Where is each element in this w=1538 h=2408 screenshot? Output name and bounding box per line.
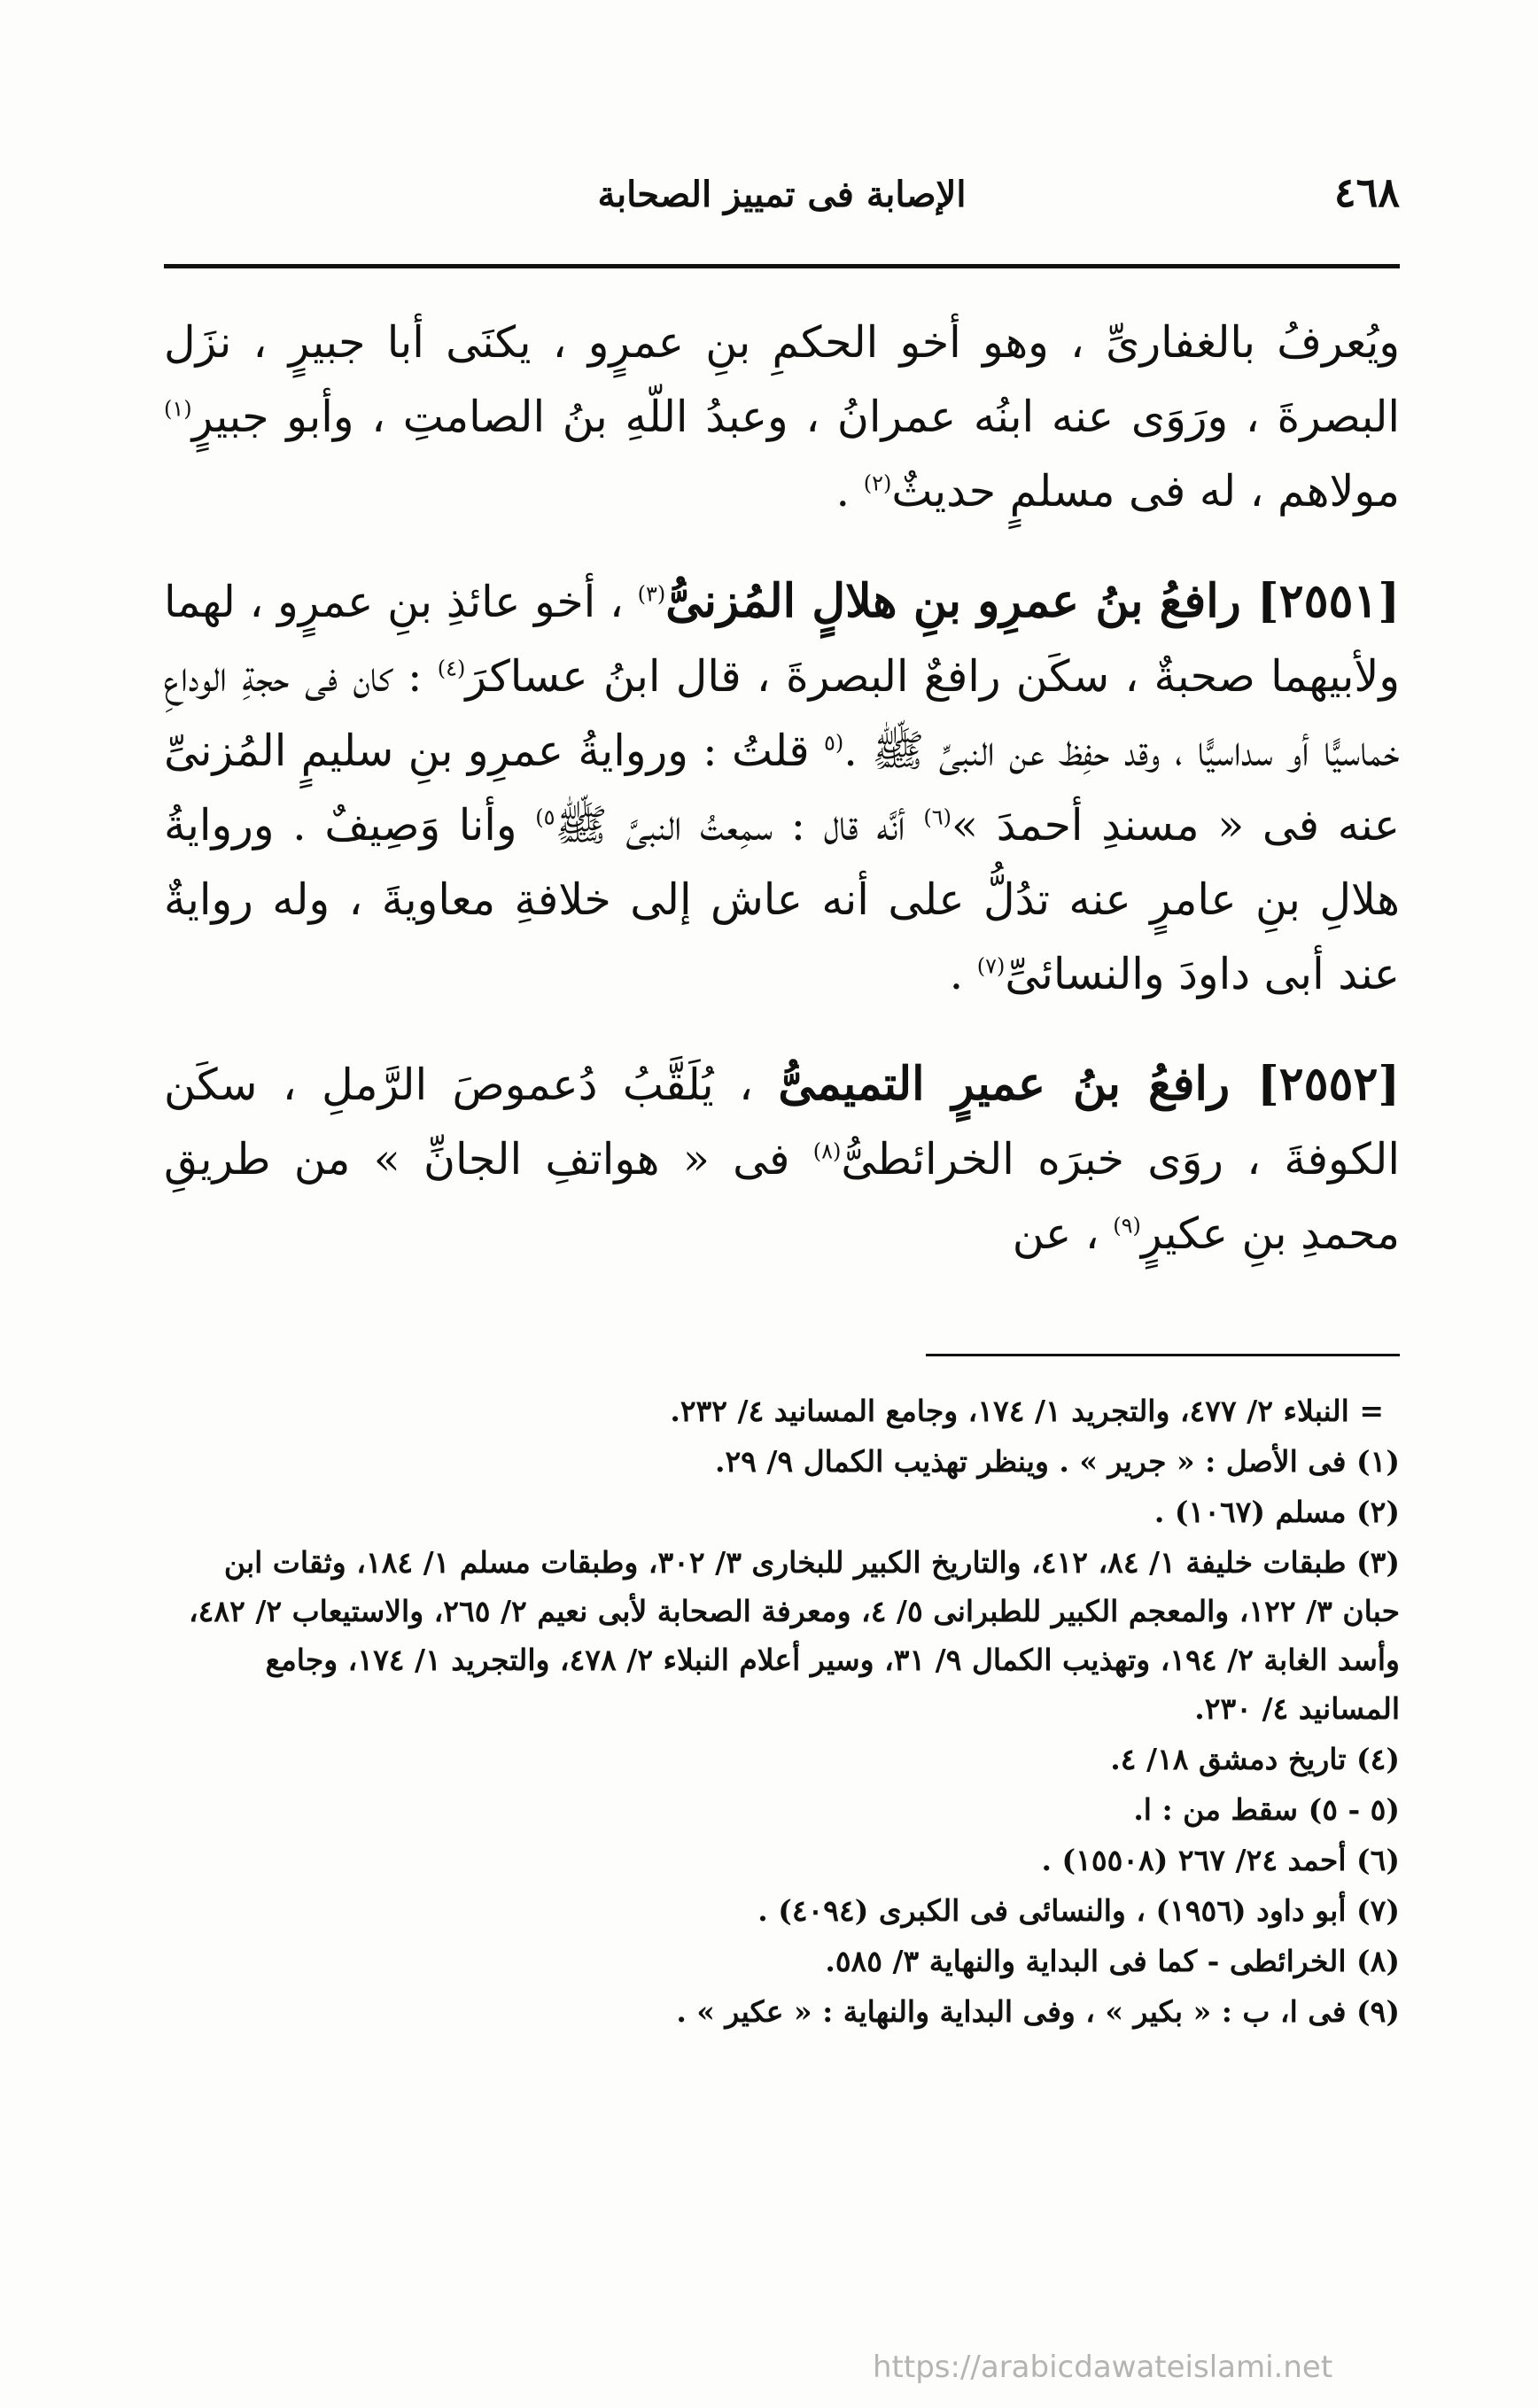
footnote-text: أبو داود (١٩٥٦) ، والنسائى فى الكبرى (٤٠٩٤) . — [757, 1893, 1347, 1928]
footnote-ref: (٥ — [824, 730, 844, 756]
text-segment: : كان فى حجةِ الوداعِ خماسيًّا أو سداسيًّا ، وقد حفِظ عن النبىِّ ﷺ . — [164, 651, 1400, 776]
footnote — [164, 1987, 1400, 2036]
footnote-number: (٧) — [1356, 1893, 1400, 1928]
text-segment: . — [949, 949, 977, 999]
footnotes — [164, 1387, 1400, 2038]
footnote-number: (٤) — [1356, 1742, 1400, 1776]
footnote-number: (٣) — [1356, 1545, 1400, 1580]
footnote-number: (٢) — [1356, 1495, 1400, 1529]
running-title: الإصابة فى تمييز الصحابة — [597, 174, 967, 215]
paragraph — [164, 306, 1400, 529]
footnote-text: تاريخ دمشق ١٨/ ٤. — [1110, 1742, 1347, 1776]
footnote-ref: ٥) — [535, 804, 555, 830]
text-segment: ، أخو عائذِ بنِ عمرٍو ، لهما ولأبيهما صحبةٌ ، سكَن رافعٌ البصرةَ ، قال ابنُ عساكرَ — [164, 577, 1400, 702]
header-rule — [164, 264, 1400, 268]
footnote — [164, 1488, 1400, 1536]
text-segment: . — [835, 466, 864, 517]
entry-heading: [٢٥٥٢] رافعُ بنُ عميرٍ التميمىُّ — [778, 1057, 1400, 1111]
footnote-text: أحمد ٢٤/ ٢٦٧ (١٥٥٠٨) . — [1041, 1843, 1347, 1877]
footnote-ref: (٦) — [923, 804, 952, 830]
footnote — [164, 1538, 1400, 1733]
footnote-text: فى ا، ب : « بكير » ، وفى البداية والنهاية : « عكير » . — [676, 1994, 1347, 2029]
text-segment: مولاهم ، له فى مسلمٍ حديثٌ — [891, 466, 1400, 517]
footnote-ref: (٩) — [1113, 1213, 1141, 1239]
text-segment: وأنا وَصِيفٌ . وروايةُ هلالِ بنِ عامرٍ عنه تدُلُّ على أنه عاش إلى خلافةِ معاويةَ ، وله روايةٌ عند أبى داودَ والنسائىِّ — [164, 800, 1400, 999]
page-number: ٤٦٨ — [1333, 168, 1400, 216]
footnote-text: فى الأصل : « جرير » . وينظر تهذيب الكمال ٩/ ٢٩. — [714, 1444, 1347, 1479]
footnote — [164, 1836, 1400, 1884]
footnote-text: سقط من : ا. — [1133, 1792, 1299, 1827]
text-segment: قلتُ : وروايةُ عمرِو بنِ سليمٍ المُزنىِّ عنه فى « مسندِ أحمدَ » — [164, 726, 1401, 851]
footnote-text: طبقات خليفة ١/ ٨٤، ٤١٢، والتاريخ الكبير للبخارى ٣/ ٣٠٢، وطبقات مسلم ١/ ١٨٤، وثقات ابن حبان ٣/ ١٢٢، والمعجم الكبير للطبرانى ٥/ ٤، ومعرفة الصحابة لأبى نعيم ٢/ ٢٦٥، والاستيعاب ٢/ ٤٨٢، وأسد الغابة ٢/ ١٩٤، وتهذيب الكمال ٩/ ٣١، وسير أعلام النبلاء ٢/ ٤٧٨، والتجريد ١/ ١٧٤، وجامع المسانيد ٤/ ٢٣٠. — [189, 1545, 1400, 1726]
page-header — [164, 168, 1400, 230]
source-watermark: https://arabicdawateislami.net — [873, 2350, 1333, 2385]
footnote — [164, 1785, 1400, 1834]
footnote-text: الخرائطى - كما فى البداية والنهاية ٣/ ٥٨٥. — [825, 1944, 1347, 1978]
entry-paragraph — [164, 1047, 1400, 1271]
footnote-ref: (٣) — [637, 581, 666, 607]
footnote — [164, 1387, 1400, 1435]
footnote-ref: (١) — [164, 396, 192, 422]
footnote-ref: (٧) — [976, 953, 1006, 979]
text-segment: ، يُلَقَّبُ دُعموصَ الرَّملِ ، سكَن الكوفةَ ، روَى خبرَه الخرائطىُّ — [164, 1060, 1400, 1185]
entry-heading: [٢٥٥١] رافعُ بنُ عمرِو بنِ هلالٍ المُزنىُّ — [665, 574, 1400, 628]
footnote — [164, 1937, 1400, 1985]
text-segment: أنَّه قال : سمِعتُ النبىَّ ﷺ — [555, 800, 924, 851]
footnote-text: مسلم (١٠٦٧) . — [1154, 1495, 1347, 1529]
footnote-number: (٩) — [1356, 1994, 1400, 2029]
footnote-number: (١) — [1356, 1444, 1400, 1479]
footnote-number: (٦) — [1356, 1843, 1400, 1877]
text-segment: ويُعرفُ بالغفارىِّ ، وهو أخو الحكمِ بنِ عمرٍو ، يكنَى أبا جبيرٍ ، نزَل البصرةَ ، ورَوَى عنه ابنُه عمرانُ ، وعبدُ اللّهِ بنُ الصامتِ ، وأبو جبيرٍ — [164, 317, 1400, 442]
footnote — [164, 1735, 1400, 1783]
footnote-ref: (٨) — [812, 1138, 842, 1164]
footnote-ref: (٢) — [863, 470, 892, 496]
entry-paragraph — [164, 564, 1400, 1012]
footnote-number: (٥ - ٥) — [1308, 1792, 1400, 1827]
footnote — [164, 1886, 1400, 1935]
footnote-text: = النبلاء ٢/ ٤٧٧، والتجريد ١/ ١٧٤، وجامع المسانيد ٤/ ٢٣٢. — [670, 1394, 1384, 1428]
text-segment: ، عن — [1012, 1208, 1114, 1259]
footnote-separator — [926, 1354, 1400, 1356]
footnote-number: (٨) — [1356, 1944, 1400, 1978]
footnote-ref: (٤) — [437, 656, 466, 681]
text-segment: فى « هواتفِ الجانِّ » من طريقِ محمدِ بنِ عكيرٍ — [164, 1134, 1400, 1259]
footnote — [164, 1437, 1400, 1486]
main-text — [164, 306, 1400, 1271]
